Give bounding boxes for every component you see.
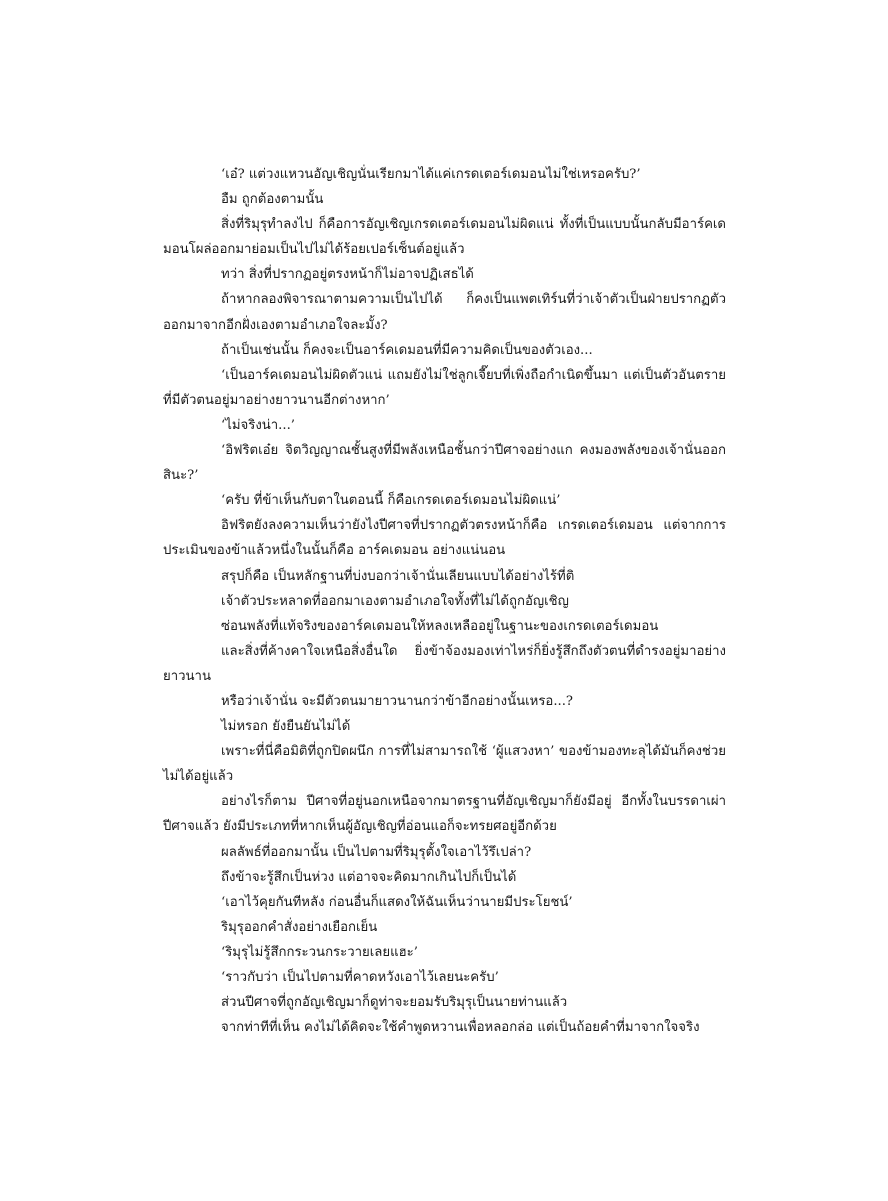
paragraph: ซ่อนพลังที่แท้จริงของอาร์คเดมอนให้หลงเหลืออยู่ในฐานะของเกรดเตอร์เดมอน: [221, 618, 659, 634]
paragraph: ไม่หรอก ยังยืนยันไม่ได้: [221, 719, 351, 735]
paragraph: และสิ่งที่ค้างคาใจเหนือสิ่งอื่นใด ยิ่งข้าจ้องมองเท่าไหร่ก็ยิ่งรู้สึกถึงตัวตนที่ดำรงอยู่มาอย่างยาวนาน: [163, 643, 726, 684]
paragraph: อืม ถูกต้องตามนั้น: [221, 192, 324, 208]
paragraph: ถึงข้าจะรู้สึกเป็นห่วง แต่อาจจะคิดมากเกินไปก็เป็นได้: [221, 869, 517, 885]
paragraph: ‘ราวกับว่า เป็นไปตามที่คาดหวังเอาไว้เลยนะครับ’: [221, 970, 499, 985]
paragraph: สรุปก็คือ เป็นหลักฐานที่บ่งบอกว่าเจ้านั่นเลียนแบบได้อย่างไร้ที่ติ: [221, 568, 575, 584]
paragraph: ริมุรุออกคำสั่งอย่างเยือกเย็น: [221, 919, 378, 935]
paragraph: เจ้าตัวประหลาดที่ออกมาเองตามอำเภอใจทั้งที่ไม่ได้ถูกอัญเชิญ: [221, 593, 569, 609]
paragraph: ถ้าเป็นเช่นนั้น ก็คงจะเป็นอาร์คเดมอนที่มีความคิดเป็นของตัวเอง...: [221, 342, 593, 358]
paragraph: เพราะที่นี่คือมิติที่ถูกปิดผนึก การที่ไม่สามารถใช้ ‘ผู้แสวงหา’ ของข้ามองทะลุได้มันก็คงช่วยไม่ได้อยู่แล้ว: [163, 744, 726, 785]
paragraph: ทว่า สิ่งที่ปรากฏอยู่ตรงหน้าก็ไม่อาจปฏิเสธได้: [221, 267, 474, 283]
paragraph: อย่างไรก็ตาม ปีศาจที่อยู่นอกเหนือจากมาตรฐานที่อัญเชิญมาก็ยังมีอยู่ อีกทั้งในบรรดาเผ่าปีศาจแล้ว ยังมีประเภทที่หากเห็นผู้อัญเชิญที่อ่อนแอก็จะทรยศอยู่อีกด้วย: [163, 794, 726, 835]
novel-text-body: [163, 162, 726, 1040]
paragraph: ‘ไม่จริงน่า...’: [221, 417, 295, 433]
paragraph: ‘เอาไว้คุยกันทีหลัง ก่อนอื่นก็แสดงให้ฉันเห็นว่านายมีประโยชน์’: [221, 894, 573, 910]
paragraph: อิฟริตยังลงความเห็นว่ายังไงปีศาจที่ปรากฏตัวตรงหน้าก็คือ เกรดเตอร์เดมอน แต่จากการประเมินของข้าแล้วหนึ่งในนั้นก็คือ อาร์คเดมอน อย่างแน่นอน: [163, 518, 726, 559]
paragraph: ผลลัพธ์ที่ออกมานั้น เป็นไปตามที่ริมุรุตั้งใจเอาไว้รึเปล่า?: [221, 844, 532, 860]
paragraph: ถ้าหากลองพิจารณาตามความเป็นไปได้ ก็คงเป็นแพตเทิร์นที่ว่าเจ้าตัวเป็นฝ่ายปรากฏตัวออกมาจากอีกฝั่งเองตามอำเภอใจละมั้ง?: [163, 292, 726, 333]
paragraph: ‘เอ๋? แต่วงแหวนอัญเชิญนั่นเรียกมาได้แค่เกรดเตอร์เดมอนไม่ใช่เหรอครับ?’: [221, 167, 641, 182]
paragraph: ‘อิฟริตเอ๋ย จิตวิญญาณชั้นสูงที่มีพลังเหนือชั้นกว่าปีศาจอย่างแก คงมองพลังของเจ้านั่นออกสินะ?’: [163, 443, 726, 484]
paragraph: ‘ริมุรุไม่รู้สึกกระวนกระวายเลยแฮะ’: [221, 944, 418, 960]
paragraph: ส่วนปีศาจที่ถูกอัญเชิญมาก็ดูท่าจะยอมรับริมุรุเป็นนายท่านแล้ว: [221, 995, 568, 1011]
paragraph: สิ่งที่ริมุรุทำลงไป ก็คือการอัญเชิญเกรดเตอร์เดมอนไม่ผิดแน่ ทั้งที่เป็นแบบนั้นกลับมีอาร์คเดมอนโผล่ออกมาย่อมเป็นไปไม่ได้ร้อยเปอร์เซ็นต์อยู่แล้ว: [163, 217, 726, 258]
paragraph: หรือว่าเจ้านั่น จะมีตัวตนมายาวนานกว่าข้าอีกอย่างนั้นเหรอ...?: [221, 693, 573, 709]
paragraph: จากท่าทีที่เห็น คงไม่ได้คิดจะใช้คำพูดหวานเพื่อหลอกล่อ แต่เป็นถ้อยคำที่มาจากใจจริง: [221, 1020, 700, 1036]
paragraph: ‘ครับ ที่ข้าเห็นกับตาในตอนนี้ ก็คือเกรดเตอร์เดมอนไม่ผิดแน่’: [221, 493, 561, 509]
paragraph: ‘เป็นอาร์คเดมอนไม่ผิดตัวแน่ แถมยังไม่ใช่ลูกเจี๊ยบที่เพิ่งถือกำเนิดขึ้นมา แต่เป็นตัวอันตรายที่มีตัวตนอยู่มาอย่างยาวนานอีกต่างหาก’: [163, 367, 726, 408]
